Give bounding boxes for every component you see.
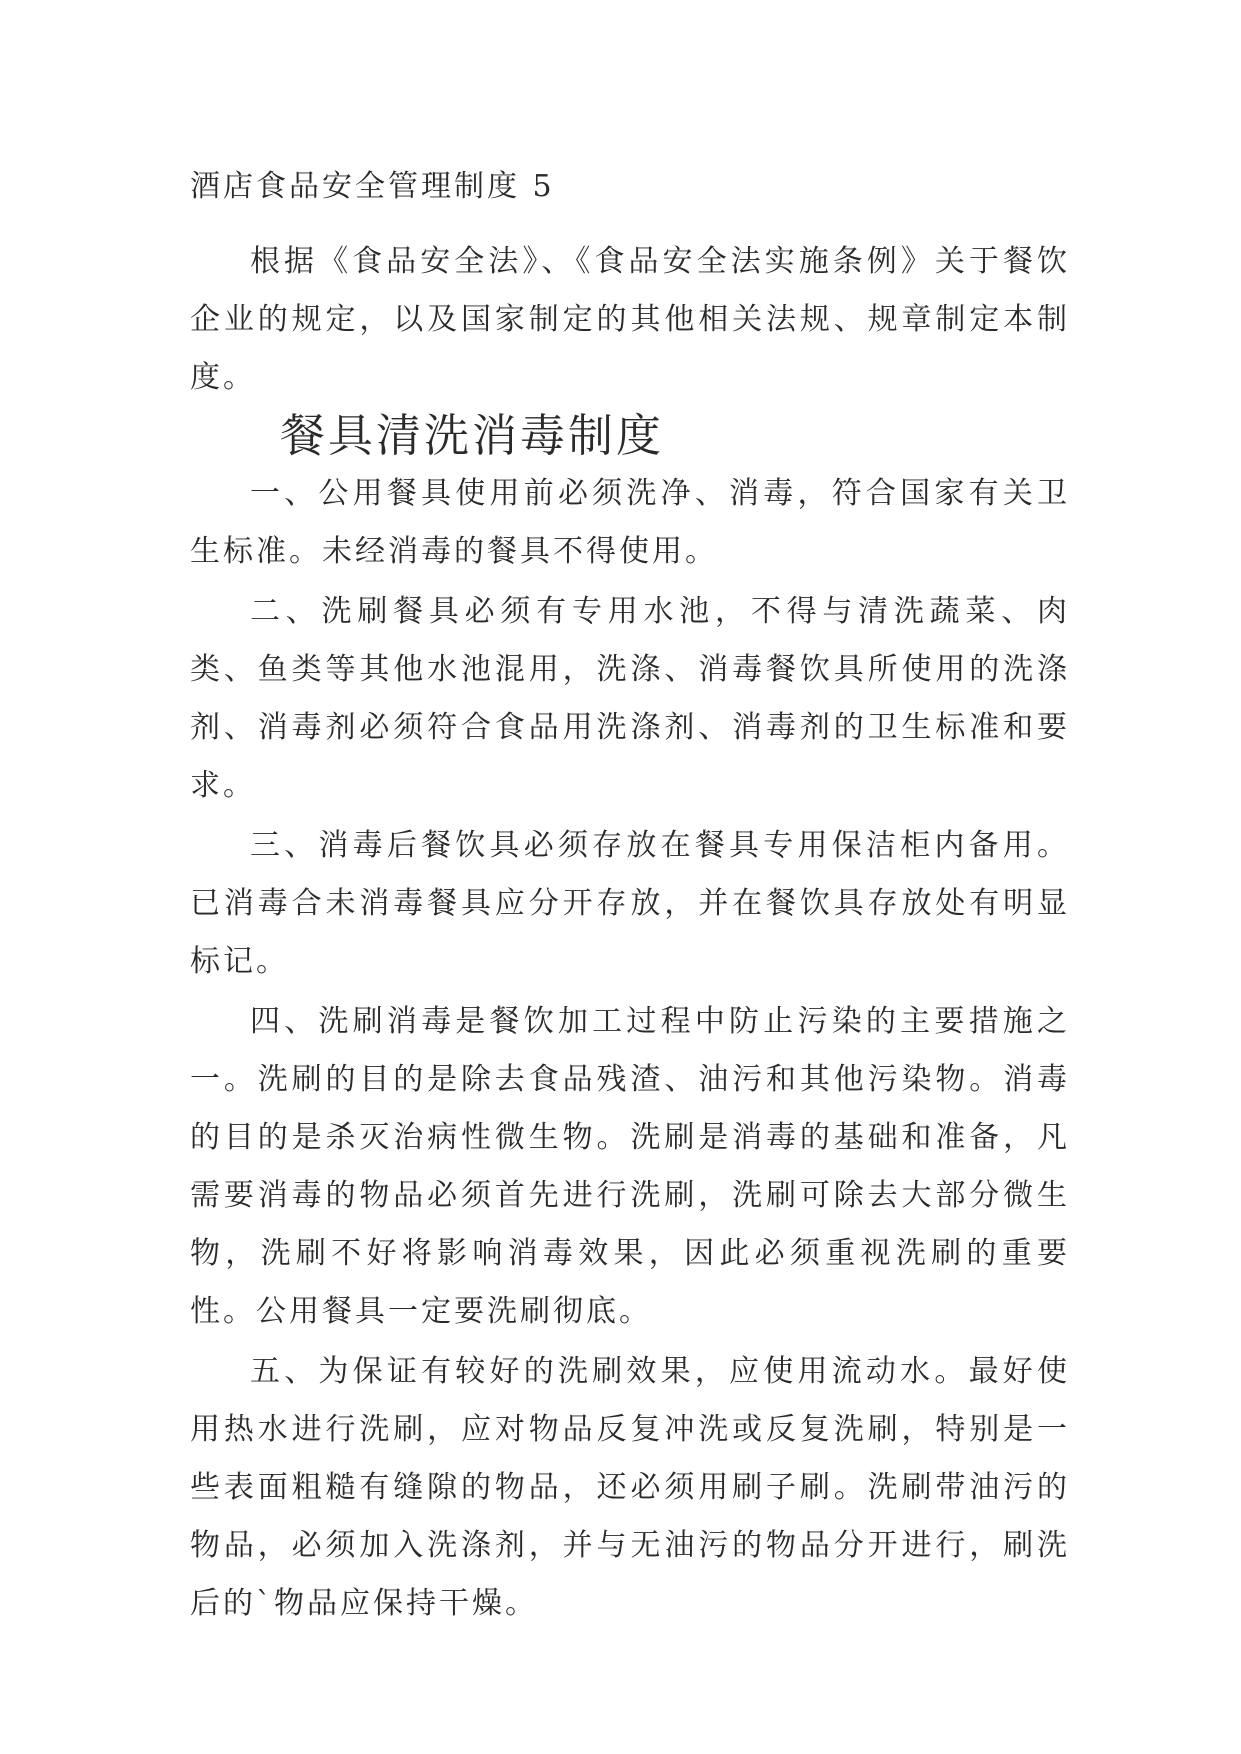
paragraph-4: 四、洗刷消毒是餐饮加工过程中防止污染的主要措施之一。洗刷的目的是除去食品残渣、油污和其他污染物。消毒的目的是杀灭治病性微生物。洗刷是消毒的基础和准备，凡需要消毒的物品必须首先进行洗刷，洗刷可除去大部分微生物，洗刷不好将影响消毒效果，因此必须重视洗刷的重要性。公用餐具一定要洗刷彻底。	[190, 1004, 1070, 1329]
intro-paragraph: 根据《食品安全法》、《食品安全法实施条例》关于餐饮企业的规定，以及国家制定的其他相关法规、规章制定本制度。	[190, 244, 1070, 395]
paragraph-1: 一、公用餐具使用前必须洗净、消毒，符合国家有关卫生标准。未经消毒的餐具不得使用。	[190, 476, 1070, 569]
paragraph-5: 五、为保证有较好的洗刷效果，应使用流动水。最好使用热水进行洗刷，应对物品反复冲洗或反复洗刷，特别是一些表面粗糙有缝隙的物品，还必须用刷子刷。洗刷带油污的物品，必须加入洗涤剂，并与无油污的物品分开进行，刷洗后的`物品应保持干燥。	[190, 1354, 1070, 1621]
document-page	[190, 158, 1070, 1633]
paragraph-3: 三、消毒后餐饮具必须存放在餐具专用保洁柜内备用。已消毒合未消毒餐具应分开存放，并在餐饮具存放处有明显标记。	[190, 828, 1070, 979]
paragraph-2: 二、洗刷餐具必须有专用水池，不得与清洗蔬菜、肉类、鱼类等其他水池混用，洗涤、消毒餐饮具所使用的洗涤剂、消毒剂必须符合食品用洗涤剂、消毒剂的卫生标准和要求。	[190, 594, 1070, 803]
document-title: 酒店食品安全管理制度 5	[190, 169, 555, 204]
section-heading: 餐具清洗消毒制度	[280, 409, 665, 462]
